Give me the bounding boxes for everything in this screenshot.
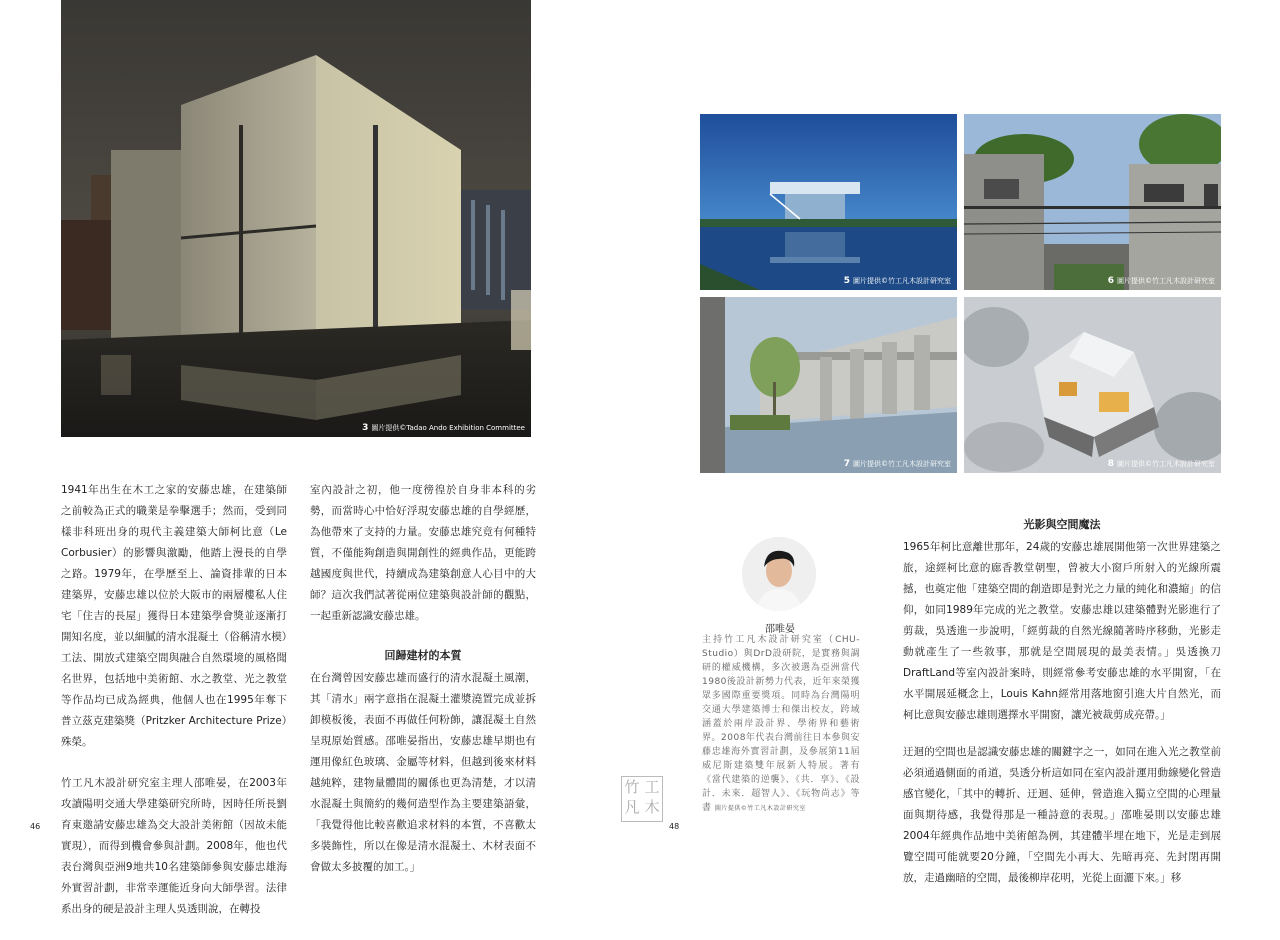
column-1-paragraph-2: 竹工凡木設計研究室主理人邵唯晏，在2003年攻讀陽明交通大學建築研究所時，因時任所長劉育東邀請安藤忠雄為交大設計美術館（因故未能實現），而得到機會參與計劃。2008年，他也代表台灣與亞洲9地共10名建築師參與安藤忠雄海外實習計劃，非常幸運能近身向大師學習。法律系出身的硬是設計主理人吳透則說，在轉投 [61,777,287,915]
photo-5-house-dusk [700,114,957,290]
article-column-3 [903,514,1221,909]
bio-description: 主持竹工凡木設計研究室（CHU-Studio）與DrD設研院，是實務與調研的權威機構，多次被選為亞洲當代1980後設計新勢力代表，近年來榮獲眾多國際重要獎項。同時為台灣陽明交通大學建築博士和傑出校友，跨域涵蓋於兩岸設計界、學術界和藝術界。2008年代表台灣前往日本參與安藤忠雄海外實習計劃，及參展第11屆威尼斯建築雙年展新人特展。著有《當代建築的逆襲》、《共．享》、《設計．未來．超智人》、《玩物尚志》等書 [702,635,860,813]
article-column-1 [61,480,287,940]
section-heading-light: 光影與空間魔法 [1023,518,1101,531]
bio-photo-credit: 圖片提供©竹工凡木設計研究室 [714,805,806,812]
photo-6-concrete-houses [964,114,1221,290]
photo-8-credit: 8 圖片提供©竹工凡木設計研究室 [1107,459,1215,469]
photo-6-illustration [964,114,1221,290]
column-1-paragraph-1: 1941年出生在木工之家的安藤忠雄，在建築師之前較為正式的職業是拳擊選手；然而，受到同樣非科班出身的現代主義建築大師柯比意（Le Corbusier）的影響與激勵，他踏上漫長的自學之路。1979年，在學歷至上、論資排輩的日本建築界，安藤忠雄以位於大阪市的兩層樓私人住宅「住吉的長屋」獲得日本建築學會獎並逐漸打開知名度，並以細膩的清水混凝土（俗稱清水模）工法、開放式建築空間與融合自然環境的風格聞名世界，包括地中美術館、水之教堂、光之教堂等作品均已成為經典，他個人也在1995年奪下普立茲克建築獎（Pritzker Architecture Prize）殊榮。 [61,484,287,748]
logo-char-3: 凡 [624,798,640,816]
bio-name: 邵唯晏 [765,624,795,635]
photo-7-illustration [700,297,957,473]
photo-5-illustration [700,114,957,290]
logo-char-1: 竹 [624,778,640,796]
logo-char-4: 木 [644,798,660,816]
photo-3-concrete-building-night [61,0,531,437]
page-number-right: 48 [669,822,680,831]
photo-7-credit: 7 圖片提供©竹工凡木設計研究室 [843,459,951,469]
page-number-left: 46 [30,822,41,831]
column-2-paragraph-1: 室內設計之初，他一度徬徨於自身非本科的劣勢，而當時心中恰好浮現安藤忠雄的自學經歷，為他帶來了支持的力量。安藤忠雄究竟有何種特質，不僅能夠創造與開創性的經典作品，更能跨越國度與世代，持續成為建築創意人心目中的大師？這次我們試著從兩位建築與設計師的觀點，一起重新認識安藤忠雄。 [310,484,536,622]
column-3-paragraph-2: 迂迴的空間也是認識安藤忠雄的關鍵字之一，如同在進入光之教堂前必須通過側面的甬道，吳透分析這如同在室內設計運用動線變化營造感官變化，「其中的轉折、迂迴、延伸，營造進入獨立空間的心理量面與期待感，我覺得那是一種詩意的表現。」邵唯晏則以安藤忠雄2004年經典作品地中美術館為例，其建體半埋在地下，光是走到展覽空間可能就要20分鐘，「空間先小再大、先暗再亮、先封閉再開放，走過幽暗的空間，最後柳岸花明，光從上面灑下來。」移 [903,746,1221,884]
column-3-paragraph-1: 1965年柯比意離世那年，24歲的安藤忠雄展開他第一次世界建築之旅，途經柯比意的廊香教堂朝聖，曾被大小窗戶所射入的光線所震撼，也奠定他「建築空間的創造即是對光之力量的純化和濃縮」的信仰，如同1989年完成的光之教堂。安藤忠雄以建築體對光影進行了剪裁，吳透進一步說明，「經剪裁的自然光線隨著時序移動，光影走動就產生了一些敘事，那就是空間展現的最美表情。」吳透換刀DraftLand等室內設計案時，則經常參考安藤忠雄的水平開窗，「在水平開展延概念上，Louis Kahn經常用落地窗引進大片自然光，而柯比意與安藤忠雄則選擇水平開窗，讓光被裁剪成亮帶。」 [903,541,1221,721]
photo-7-concrete-courtyard [700,297,957,473]
portrait-avatar [742,537,816,611]
column-2-paragraph-2: 在台灣曾因安藤忠雄而盛行的清水混凝土風潮，其「清水」兩字意指在混凝土灌漿澆置完成並拆卸模板後，表面不再做任何粉飾，讓混凝土自然呈現原始質感。邵唯晏指出，安藤忠雄早期也有運用像紅色玻璃、金屬等材料，但越到後來材料越純粹，建物量體間的關係也更為清楚，才以清水混凝土與簡約的幾何造型作為主要建築語彙，「我覺得他比較喜歡追求材料的本質，不喜歡太多裝飾性，所以在像是清水混凝土、木材表面不會做太多披覆的加工。」 [310,672,536,873]
photo-6-credit: 6 圖片提供©竹工凡木設計研究室 [1107,276,1215,286]
photo-8-winter-house-aerial [964,297,1221,473]
studio-logo-mark [621,776,663,822]
photo-5-credit: 5 圖片提供©竹工凡木設計研究室 [843,276,951,286]
logo-char-2: 工 [644,778,660,796]
portrait-illustration [742,537,816,611]
article-column-2 [310,480,536,898]
section-heading-material: 回歸建材的本質 [384,649,462,662]
photo-3-credit: 3 圖片提供©Tadao Ando Exhibition Committee [362,423,525,433]
photo-8-illustration [964,297,1221,473]
bio-text [702,633,860,816]
photo-3-illustration [61,0,531,437]
